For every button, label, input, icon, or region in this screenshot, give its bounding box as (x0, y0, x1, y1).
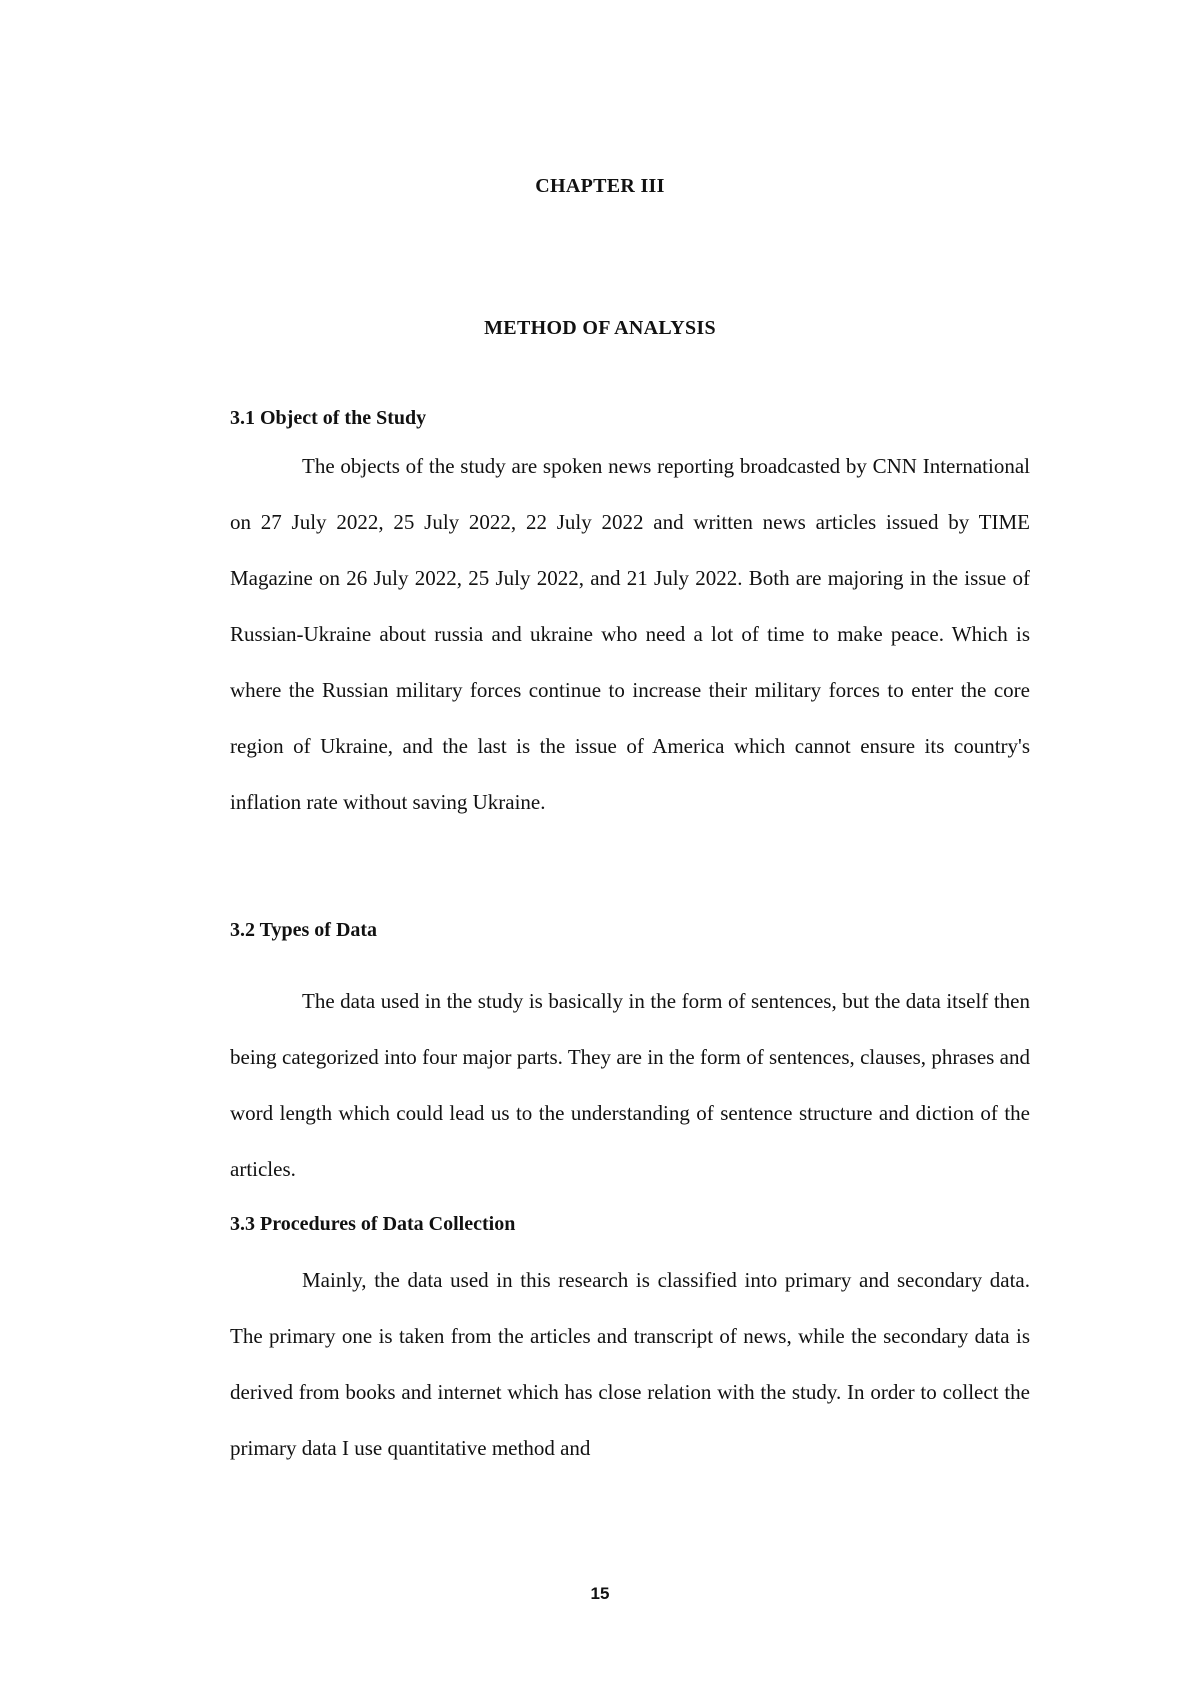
section-heading-object-of-study: 3.1 Object of the Study (230, 407, 427, 429)
section-heading-types-of-data: 3.2 Types of Data (230, 919, 378, 941)
paragraph-object-of-study: The objects of the study are spoken news reporting broadcasted by CNN International on 27 July 2022, 25 July 2022, 22 July 2022 and written news articles issued by TIME Magazine on 26 July 2022, 25 July 2022, and 21 July 2022. Both are majoring in the issue of Russian-Ukraine about russia and ukraine who need a lot of time to make peace. Which is where the Russian military forces continue to increase their military forces to enter the core region of Ukraine, and the last is the issue of America which cannot ensure its country's inflation rate without saving Ukraine. (230, 454, 1030, 814)
paragraph-types-of-data: The data used in the study is basically in the form of sentences, but the data itself then being categorized into four major parts. They are in the form of sentences, clauses, phrases and word length which could lead us to the understanding of sentence structure and diction of the articles. (230, 989, 1030, 1181)
paragraph-procedures-of-data-collection: Mainly, the data used in this research is classified into primary and secondary data. The primary one is taken from the articles and transcript of news, while the secondary data is derived from books and internet which has close relation with the study. In order to collect the primary data I use quantitative method and (230, 1268, 1030, 1460)
section-heading-procedures-of-data-collection: 3.3 Procedures of Data Collection (230, 1213, 516, 1235)
chapter-title: CHAPTER III (535, 175, 665, 197)
page-title: METHOD OF ANALYSIS (484, 317, 716, 339)
page-number: 15 (590, 1584, 610, 1603)
